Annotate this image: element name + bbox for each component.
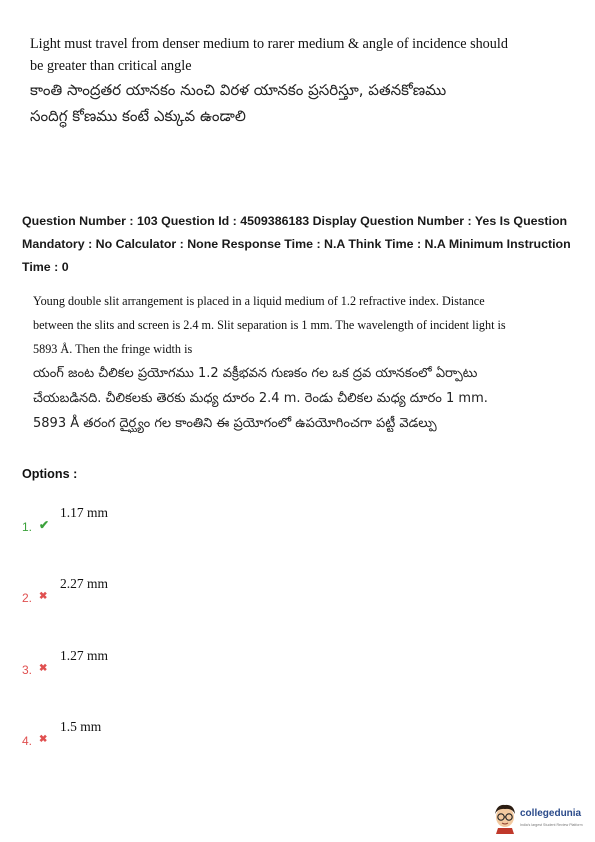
cross-icon: ✖ bbox=[39, 663, 48, 674]
question-telugu-line-1: యంగ్ జంట చీలికల ప్రయోగము 1.2 వక్రీభవన గుణకం గల ఒక ద్రవ యానకంలో ఏర్పాటు bbox=[33, 366, 478, 381]
option-number: 1. bbox=[22, 520, 33, 534]
previous-answer-block bbox=[30, 33, 570, 129]
question-meta: Question Number : 103 Question Id : 4509386183 Display Question Number : Yes Is Question Mandatory : No Calculator : None Response Time : N.A Think Time : N.A Minimum Instruction Time : 0 bbox=[22, 214, 571, 274]
check-icon: ✔ bbox=[39, 518, 50, 532]
option-value: 1.17 mm bbox=[60, 505, 109, 520]
option-3 bbox=[22, 648, 322, 688]
options-label: Options : bbox=[22, 467, 78, 481]
cross-icon: ✖ bbox=[39, 734, 48, 745]
option-number: 3. bbox=[22, 663, 33, 677]
brand-tagline: India's largest Student Review Platform bbox=[520, 823, 583, 827]
question-english-line-3: 5893 Å. Then the fringe width is bbox=[33, 342, 193, 356]
question-english-line-1: Young double slit arrangement is placed in a liquid medium of 1.2 refractive index. Distance bbox=[33, 294, 485, 308]
option-2 bbox=[22, 576, 322, 616]
option-value: 1.5 mm bbox=[60, 719, 102, 734]
cross-icon: ✖ bbox=[39, 591, 48, 602]
previous-answer-telugu-line-1: కాంతి సాంద్రతర యానకం నుంచి విరళ యానకం ప్రసరిస్తూ, పతనకోణము bbox=[30, 81, 447, 99]
option-4 bbox=[22, 719, 322, 759]
collegedunia-logo bbox=[490, 802, 590, 838]
option-1 bbox=[22, 505, 322, 545]
student-avatar-icon bbox=[490, 802, 520, 834]
option-value: 2.27 mm bbox=[60, 576, 109, 591]
question-english-line-2: between the slits and screen is 2.4 m. Slit separation is 1 mm. The wavelength of incident light is bbox=[33, 318, 506, 332]
question-block bbox=[33, 289, 573, 436]
question-telugu-line-3: 5893 Å తరంగ దైర్ఘ్యం గల కాంతిని ఈ ప్రయోగంలో ఉపయోగించగా పట్టీ వెడల్పు bbox=[33, 416, 437, 431]
question-telugu-line-2: చేయబడినది. చీలికలకు తెరకు మధ్య దూరం 2.4 m. రెండు చీలికల మధ్య దూరం 1 mm. bbox=[33, 391, 488, 406]
previous-answer-english-line-2: be greater than critical angle bbox=[30, 58, 192, 74]
option-number: 2. bbox=[22, 591, 33, 605]
previous-answer-telugu-line-2: సందిగ్ధ కోణము కంటే ఎక్కువ ఉండాలి bbox=[30, 107, 246, 125]
brand-name: collegedunia bbox=[520, 808, 582, 819]
previous-answer-english-line-1: Light must travel from denser medium to rarer medium & angle of incidence should bbox=[30, 36, 508, 52]
option-number: 4. bbox=[22, 734, 33, 748]
option-value: 1.27 mm bbox=[60, 648, 109, 663]
